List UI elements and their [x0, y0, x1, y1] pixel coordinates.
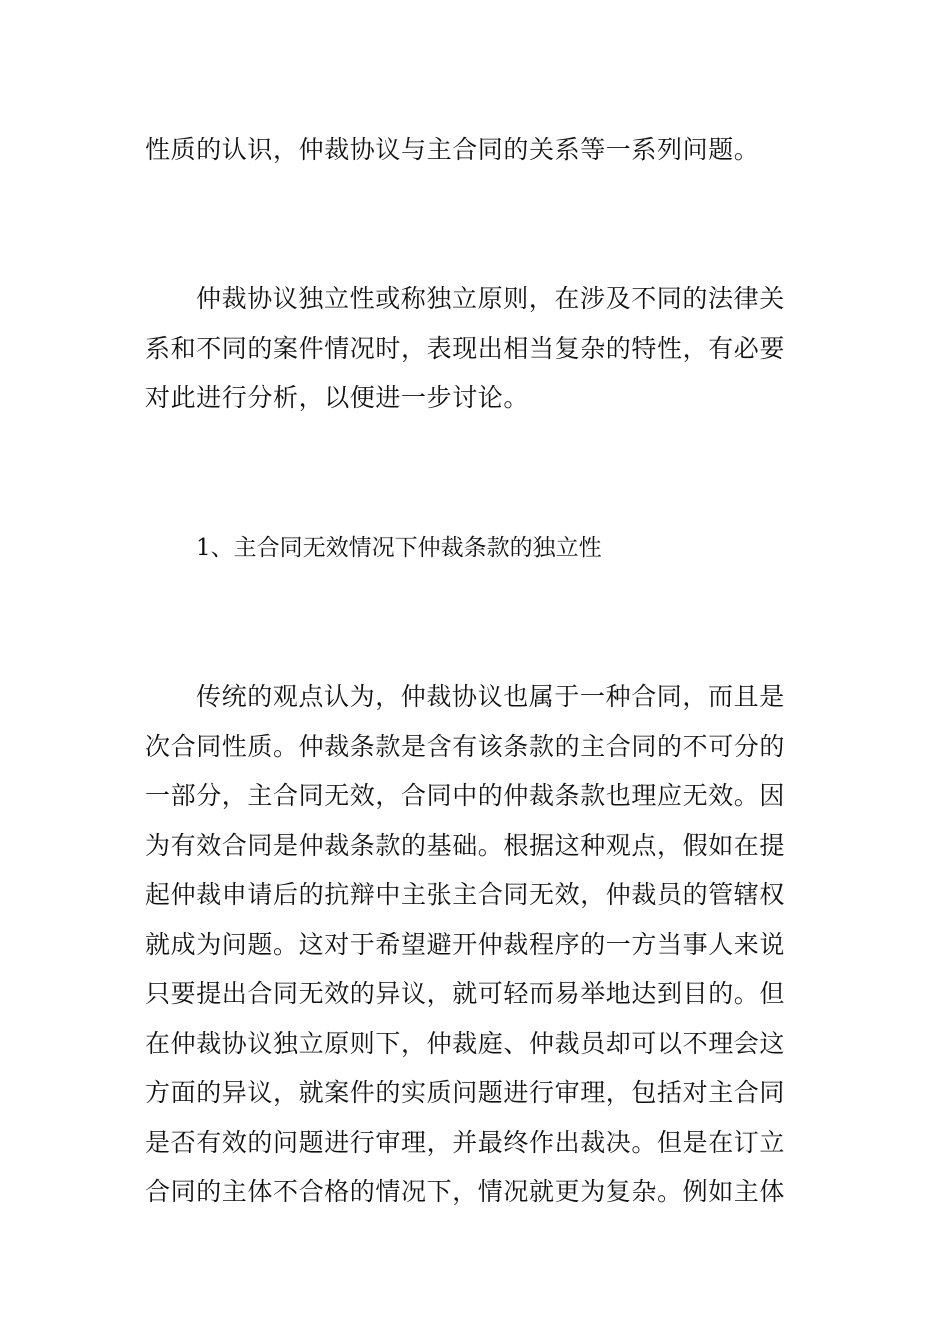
text-line: 一部分，主合同无效，合同中的仲裁条款也理应无效。因	[145, 781, 786, 810]
paragraph-independence-intro	[145, 274, 810, 423]
text-line: 只要提出合同无效的异议，就可轻而易举地达到目的。但	[145, 979, 786, 1008]
text-line: 方面的异议，就案件的实质问题进行审理，包括对主合同	[145, 1078, 786, 1107]
paragraph-continuation	[145, 125, 810, 175]
text-line: 为有效合同是仲裁条款的基础。根据这种观点，假如在提	[145, 830, 786, 860]
text-line: 就成为问题。这对于希望避开仲裁程序的一方当事人来说	[145, 929, 786, 959]
section-heading	[196, 528, 602, 568]
text-line: 系和不同的案件情况时，表现出相当复杂的特性，有必要	[145, 333, 786, 363]
text-line: 对此进行分析，以便进一步讨论。	[145, 383, 530, 412]
paragraph-traditional-view	[145, 672, 810, 1217]
text-line: 起仲裁申请后的抗辩中主张主合同无效，仲裁员的管辖权	[145, 880, 786, 909]
text-line: 在仲裁协议独立原则下，仲裁庭、仲裁员却可以不理会这	[145, 1028, 786, 1058]
text-line: 仲裁协议独立性或称独立原则，在涉及不同的法律关	[196, 284, 785, 313]
text-line: 次合同性质。仲裁条款是含有该条款的主合同的不可分的	[145, 731, 786, 761]
text-line: 是否有效的问题进行审理，并最终作出裁决。但是在订立	[145, 1127, 786, 1157]
heading-text: 1、主合同无效情况下仲裁条款的独立性	[196, 535, 602, 561]
text-line: 性质的认识，仲裁协议与主合同的关系等一系列问题。	[145, 135, 760, 164]
text-line: 传统的观点认为，仲裁协议也属于一种合同，而且是	[196, 682, 785, 711]
text-line: 合同的主体不合格的情况下，情况就更为复杂。例如主体	[145, 1177, 786, 1206]
